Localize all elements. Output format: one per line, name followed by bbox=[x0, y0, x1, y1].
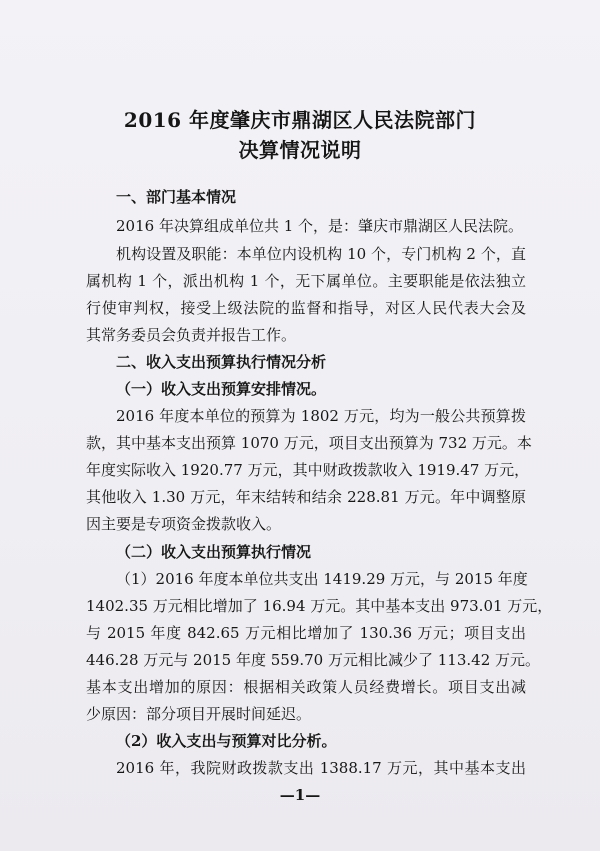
paragraph-line: 与 2015 年度 842.65 万元相比增加了 130.36 万元；项目支出 bbox=[86, 624, 526, 642]
subsection-heading-2: （二）收入支出预算执行情况 bbox=[116, 543, 312, 561]
paragraph-line: 基本支出增加的原因：根据相关政策人员经费增长。项目支出减 bbox=[86, 678, 526, 696]
paragraph-line: 少原因：部分项目开展时间延迟。 bbox=[86, 705, 312, 723]
page-number: —1— bbox=[279, 786, 321, 804]
paragraph-line: 446.28 万元与 2015 年度 559.70 万元相比减少了 113.42 万元。 bbox=[86, 651, 541, 669]
paragraph-line: 1402.35 万元相比增加了 16.94 万元。其中基本支出 973.01 万元， bbox=[86, 597, 553, 615]
paragraph-line: 2016 年度本单位的预算为 1802 万元，均为一般公共预算拨 bbox=[116, 407, 526, 425]
paragraph-line: 2016 年，我院财政拨款支出 1388.17 万元，其中基本支出 bbox=[116, 759, 526, 777]
paragraph-line: 其常务委员会负责并报告工作。 bbox=[86, 326, 297, 344]
paragraph-line: （1）2016 年度本单位共支出 1419.29 万元，与 2015 年度 bbox=[116, 570, 528, 588]
subsection-heading-1: （一）收入支出预算安排情况。 bbox=[116, 380, 327, 398]
paragraph-line: 因主要是专项资金拨款收入。 bbox=[86, 515, 282, 533]
paragraph-line: 款，其中基本支出预算 1070 万元，项目支出预算为 732 万元。本 bbox=[86, 434, 532, 452]
paragraph-line: 2016 年决算组成单位共 1 个，是：肇庆市鼎湖区人民法院。 bbox=[116, 217, 524, 235]
document-title-line-1: 2016 年度肇庆市鼎湖区人民法院部门 bbox=[123, 108, 477, 132]
document-title-line-2: 决算情况说明 bbox=[238, 138, 362, 162]
paragraph-line: 年度实际收入 1920.77 万元，其中财政拨款收入 1919.47 万元， bbox=[86, 461, 530, 479]
subsection-heading-3: （2）收入支出与预算对比分析。 bbox=[116, 732, 337, 750]
section-heading-1: 一、部门基本情况 bbox=[116, 188, 237, 206]
paragraph-line: 其他收入 1.30 万元，年末结转和结余 228.81 万元。年中调整原 bbox=[86, 488, 526, 506]
paragraph-line: 属机构 1 个，派出机构 1 个，无下属单位。主要职能是依法独立 bbox=[86, 272, 526, 290]
paragraph-line: 机构设置及职能：本单位内设机构 10 个，专门机构 2 个，直 bbox=[116, 245, 526, 263]
paragraph-line: 行使审判权，接受上级法院的监督和指导，对区人民代表大会及 bbox=[86, 299, 526, 317]
section-heading-2: 二、收入支出预算执行情况分析 bbox=[116, 353, 327, 371]
